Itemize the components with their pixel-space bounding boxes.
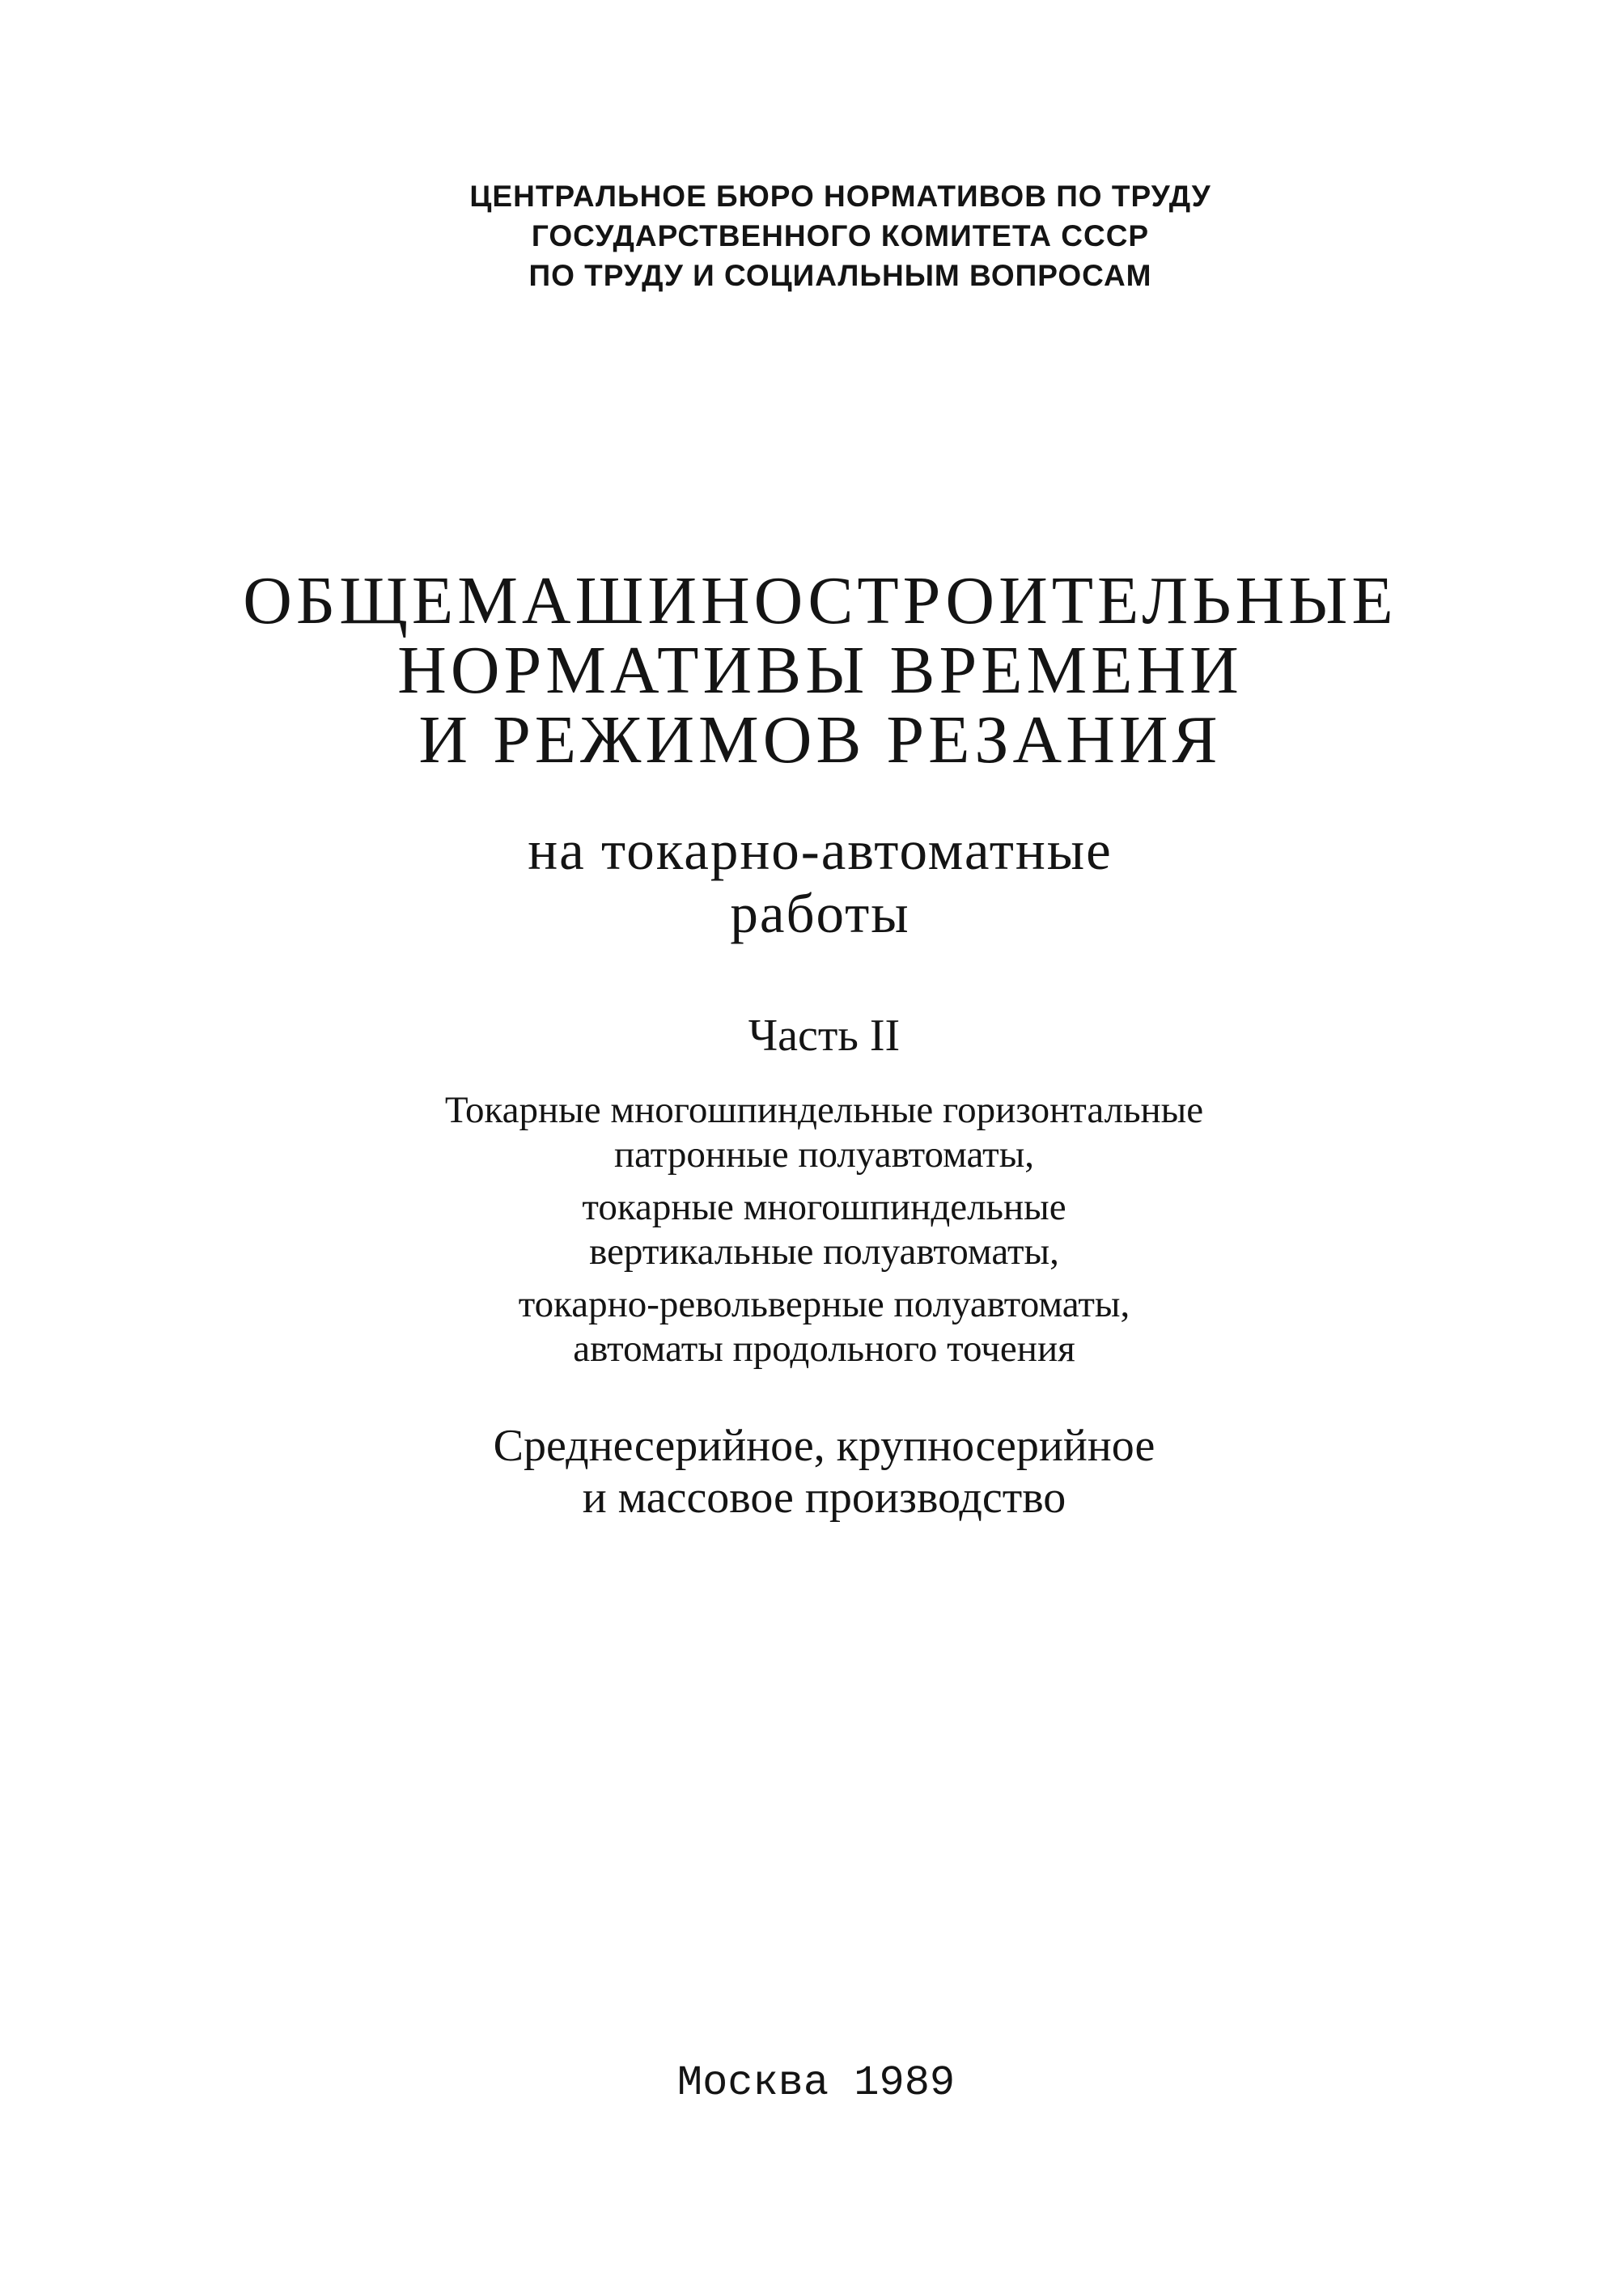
imprint-text: Москва 1989	[676, 2059, 956, 2107]
production-type	[0, 1420, 1624, 1524]
machine-line: токарные многошпиндельные	[582, 1186, 1066, 1228]
title-line: ОБЩЕМАШИНОСТРОИТЕЛЬНЫЕ	[243, 563, 1397, 638]
part-number	[0, 1011, 1624, 1060]
title-line: И РЕЖИМОВ РЕЗАНИЯ	[418, 702, 1222, 778]
machine-line: патронные полуавтоматы,	[613, 1134, 1035, 1176]
title-line: НОРМАТИВЫ ВРЕМЕНИ	[397, 633, 1243, 708]
imprint-place-year	[0, 2059, 1624, 2108]
machine-line: Токарные многошпиндельные горизонтальные	[444, 1089, 1204, 1131]
publisher-line: ПО ТРУДУ И СОЦИАЛЬНЫМ ВОПРОСАМ	[528, 259, 1152, 292]
production-line: Среднесерийное, крупносерийное	[493, 1421, 1155, 1471]
machine-line: автоматы продольного точения	[573, 1328, 1075, 1370]
publisher-header	[0, 176, 1624, 295]
document-title	[0, 563, 1624, 778]
publisher-line: ГОСУДАРСТВЕННОГО КОМИТЕТА СССР	[531, 219, 1150, 252]
machine-line: токарно-револьверные полуавтоматы,	[518, 1283, 1130, 1325]
machine-types	[0, 1088, 1624, 1371]
part-label: Часть II	[748, 1011, 901, 1061]
subtitle-line: на токарно-автоматные	[528, 820, 1113, 881]
document-subtitle	[0, 819, 1624, 945]
machine-line: вертикальные полуавтоматы,	[589, 1231, 1059, 1273]
subtitle-line: работы	[730, 883, 910, 944]
publisher-line: ЦЕНТРАЛЬНОЕ БЮРО НОРМАТИВОВ ПО ТРУДУ	[469, 180, 1211, 213]
production-line: и массовое производство	[582, 1473, 1066, 1523]
